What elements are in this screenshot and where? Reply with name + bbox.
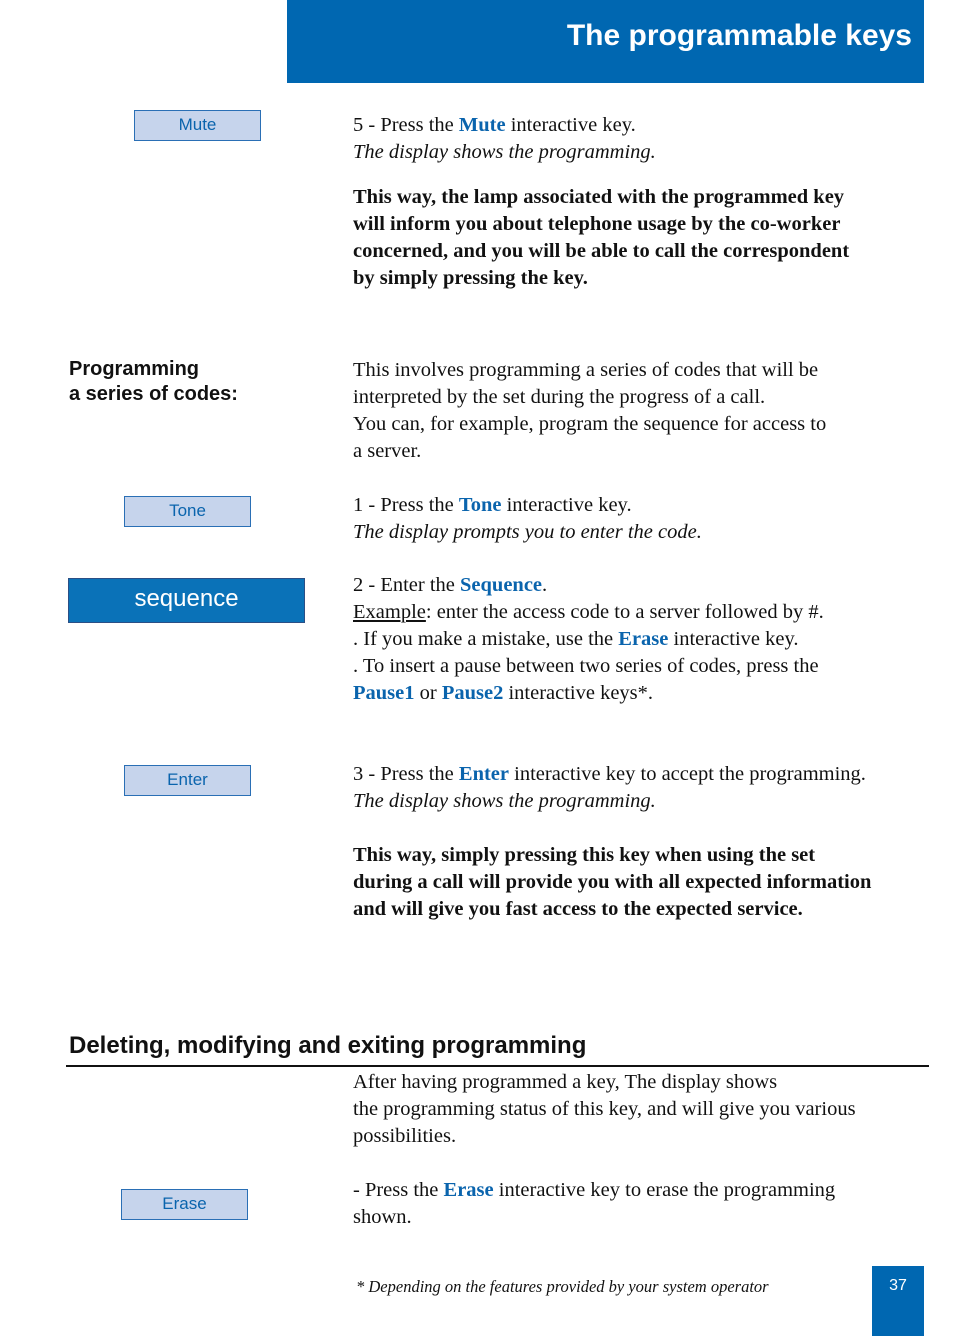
sequence-display: sequence (68, 578, 305, 623)
tone-keyword: Tone (458, 494, 502, 516)
step2-pause-line: . To insert a pause between two series of codes, press the (353, 655, 819, 677)
erase-keyword: Erase (618, 628, 669, 650)
enter-keyword: Enter (458, 763, 510, 785)
step2-pause-keys: Pause1 or Pause2 interactive keys*. (353, 682, 654, 704)
mute-key[interactable]: Mute (134, 110, 261, 141)
step3-instruction: 3 - Press the Enter interactive key to accept the programming. (353, 763, 866, 785)
page-title: The programmable keys (566, 19, 912, 52)
step2-example: Example: enter the access code to a server followed by #. (353, 601, 824, 623)
deleting-intro: After having programmed a key, The display shows the programming status of this key, and will give you various possibilities. (353, 1071, 856, 1147)
step1-instruction: 1 - Press the Tone interactive key. (353, 494, 632, 516)
step3-bold-line: and will give you fast access to the expected service. (353, 898, 803, 920)
pause1-keyword: Pause1 (353, 682, 415, 704)
erase-key[interactable]: Erase (121, 1189, 248, 1220)
mute-keyword: Mute (458, 114, 506, 136)
erase-keyword: Erase (443, 1179, 494, 1201)
step3-bold-line: This way, simply pressing this key when using the set (353, 844, 816, 866)
pause2-keyword: Pause2 (441, 682, 504, 704)
section-divider (66, 1065, 929, 1067)
deleting-heading: Deleting, modifying and exiting programming (69, 1032, 587, 1059)
step2-mistake: . If you make a mistake, use the Erase interactive key. (353, 628, 799, 650)
page-number: 37 (889, 1277, 907, 1294)
step1-block (353, 492, 702, 546)
step3-display-note: The display shows the programming. (353, 790, 656, 812)
step5-block (353, 112, 849, 292)
step5-bold-line: This way, the lamp associated with the programmed key (353, 186, 845, 208)
sequence-keyword: Sequence (460, 574, 543, 596)
step2-block (353, 572, 824, 707)
step5-bold-line: by simply pressing the key. (353, 267, 588, 289)
header-band (287, 0, 924, 83)
step3-bold-line: during a call will provide you with all expected information (353, 871, 872, 893)
step3-block (353, 761, 871, 923)
tone-key[interactable]: Tone (124, 496, 251, 527)
step5-display-note: The display shows the programming. (353, 141, 656, 163)
page-number-box (872, 1266, 924, 1336)
enter-key[interactable]: Enter (124, 765, 251, 796)
series-intro: This involves programming a series of codes that will be interpreted by the set during the progress of a call. You can, for example, program the sequence for access to a server. (353, 359, 827, 462)
step5-instruction: 5 - Press the Mute interactive key. (353, 114, 636, 136)
footnote: * Depending on the features provided by your system operator (356, 1277, 769, 1296)
step1-display-note: The display prompts you to enter the code. (353, 521, 702, 543)
step5-bold-line: will inform you about telephone usage by the co-worker (353, 213, 841, 235)
series-heading: Programming a series of codes: (69, 358, 238, 405)
erase-instruction: - Press the Erase interactive key to erase the programming (353, 1179, 836, 1201)
step2-instruction: 2 - Enter the Sequence. (353, 574, 548, 596)
step5-bold-line: concerned, and you will be able to call the correspondent (353, 240, 850, 262)
erase-instruction-block: - Press the Erase interactive key to erase the programming shown. (353, 1179, 836, 1228)
